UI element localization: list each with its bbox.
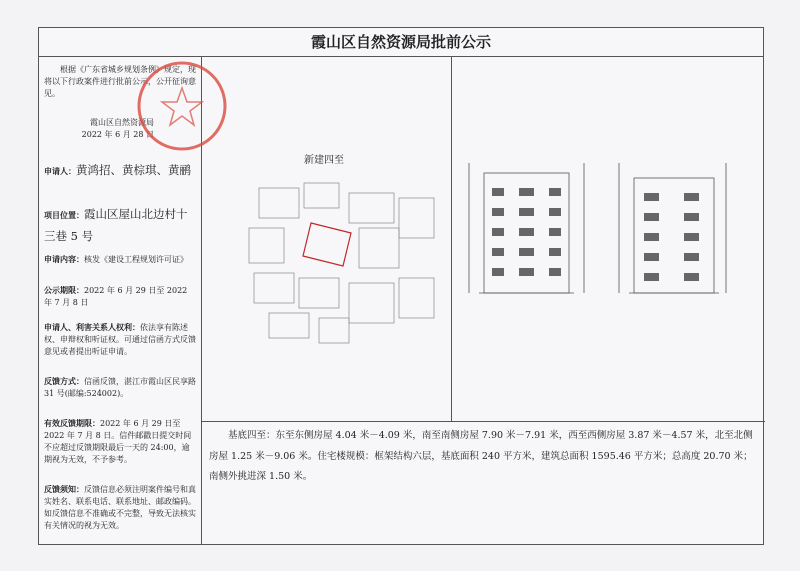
intro-text: 根据《广东省城乡规划条例》规定，现将以下行政案件进行批前公示，公开征询意见。 — [44, 65, 196, 98]
content: 核发《建设工程规划许可证》 — [84, 255, 188, 264]
rights-label: 申请人、利害关系人权利： — [44, 323, 140, 332]
rights-row — [44, 322, 196, 358]
issue-date: 2022 年 6 月 28 日 — [81, 130, 154, 139]
feedback-row — [44, 376, 196, 400]
rights: 依法享有陈述权、申辩权和听证权。可通过信函方式反馈意见或者提出听证申请。 — [44, 323, 196, 356]
feedback: 信函反馈，湛江市霞山区民享路 31 号(邮编:524002)。 — [44, 377, 196, 398]
issuer: 霞山区自然资源局 — [90, 118, 154, 127]
content-row — [44, 254, 196, 266]
location-label: 项目位置： — [44, 211, 84, 220]
site-outline — [303, 223, 351, 266]
divider — [451, 56, 452, 421]
location: 霞山区屋山北边村十三巷 5 号 — [44, 207, 188, 243]
period-label: 公示期限： — [44, 286, 84, 295]
site-plan-label: 新建四至 — [304, 155, 344, 166]
applicant-label: 申请人： — [44, 167, 76, 176]
notice-document — [38, 27, 764, 545]
feedback-label: 反馈方式： — [44, 377, 84, 386]
applicant: 黄鸿招、黄棕琪、黄鹂 — [76, 163, 191, 177]
notice: 反馈信息必须注明案件编号和真实姓名、联系电话、联系地址、邮政编码。如反馈信息不准确或不完整，导致无法核实有关情况的视为无效。 — [44, 485, 196, 530]
page-title: 霞山区自然资源局批前公示 — [39, 28, 763, 57]
content-label: 申请内容： — [44, 255, 84, 264]
notice-label: 反馈须知： — [44, 485, 84, 494]
period-row — [44, 285, 196, 309]
notice-row — [44, 484, 196, 532]
location-row — [44, 204, 196, 247]
official-seal-icon — [127, 56, 237, 166]
project-description: 基底四至：东至东侧房屋 4.04 米－4.09 米，南至南侧房屋 7.90 米－7.91 米，西至西侧房屋 3.87 米－4.57 米，北至北侧房屋 1.25 米－9.06 米。住宅楼规模：框架结构六层，基底面积 240 平方米，建筑总面积 1595.46 平方米；总高度 20.70 米；南侧外挑进深 1.50 米。 — [209, 430, 753, 482]
deadline-row — [44, 418, 196, 466]
elevation-drawings — [464, 153, 754, 323]
divider — [201, 421, 765, 422]
period: 2022 年 6 月 29 日至 2022 年 7 月 8 日 — [44, 286, 188, 307]
deadline: 2022 年 6 月 29 日至 2022 年 7 月 8 日。信件邮戳日提交时间不应超过反馈期限最后一天的 24:00，逾期视为无效，不予参考。 — [44, 419, 192, 464]
site-plan-drawing — [239, 168, 449, 348]
deadline-label: 有效反馈期限： — [44, 419, 100, 428]
